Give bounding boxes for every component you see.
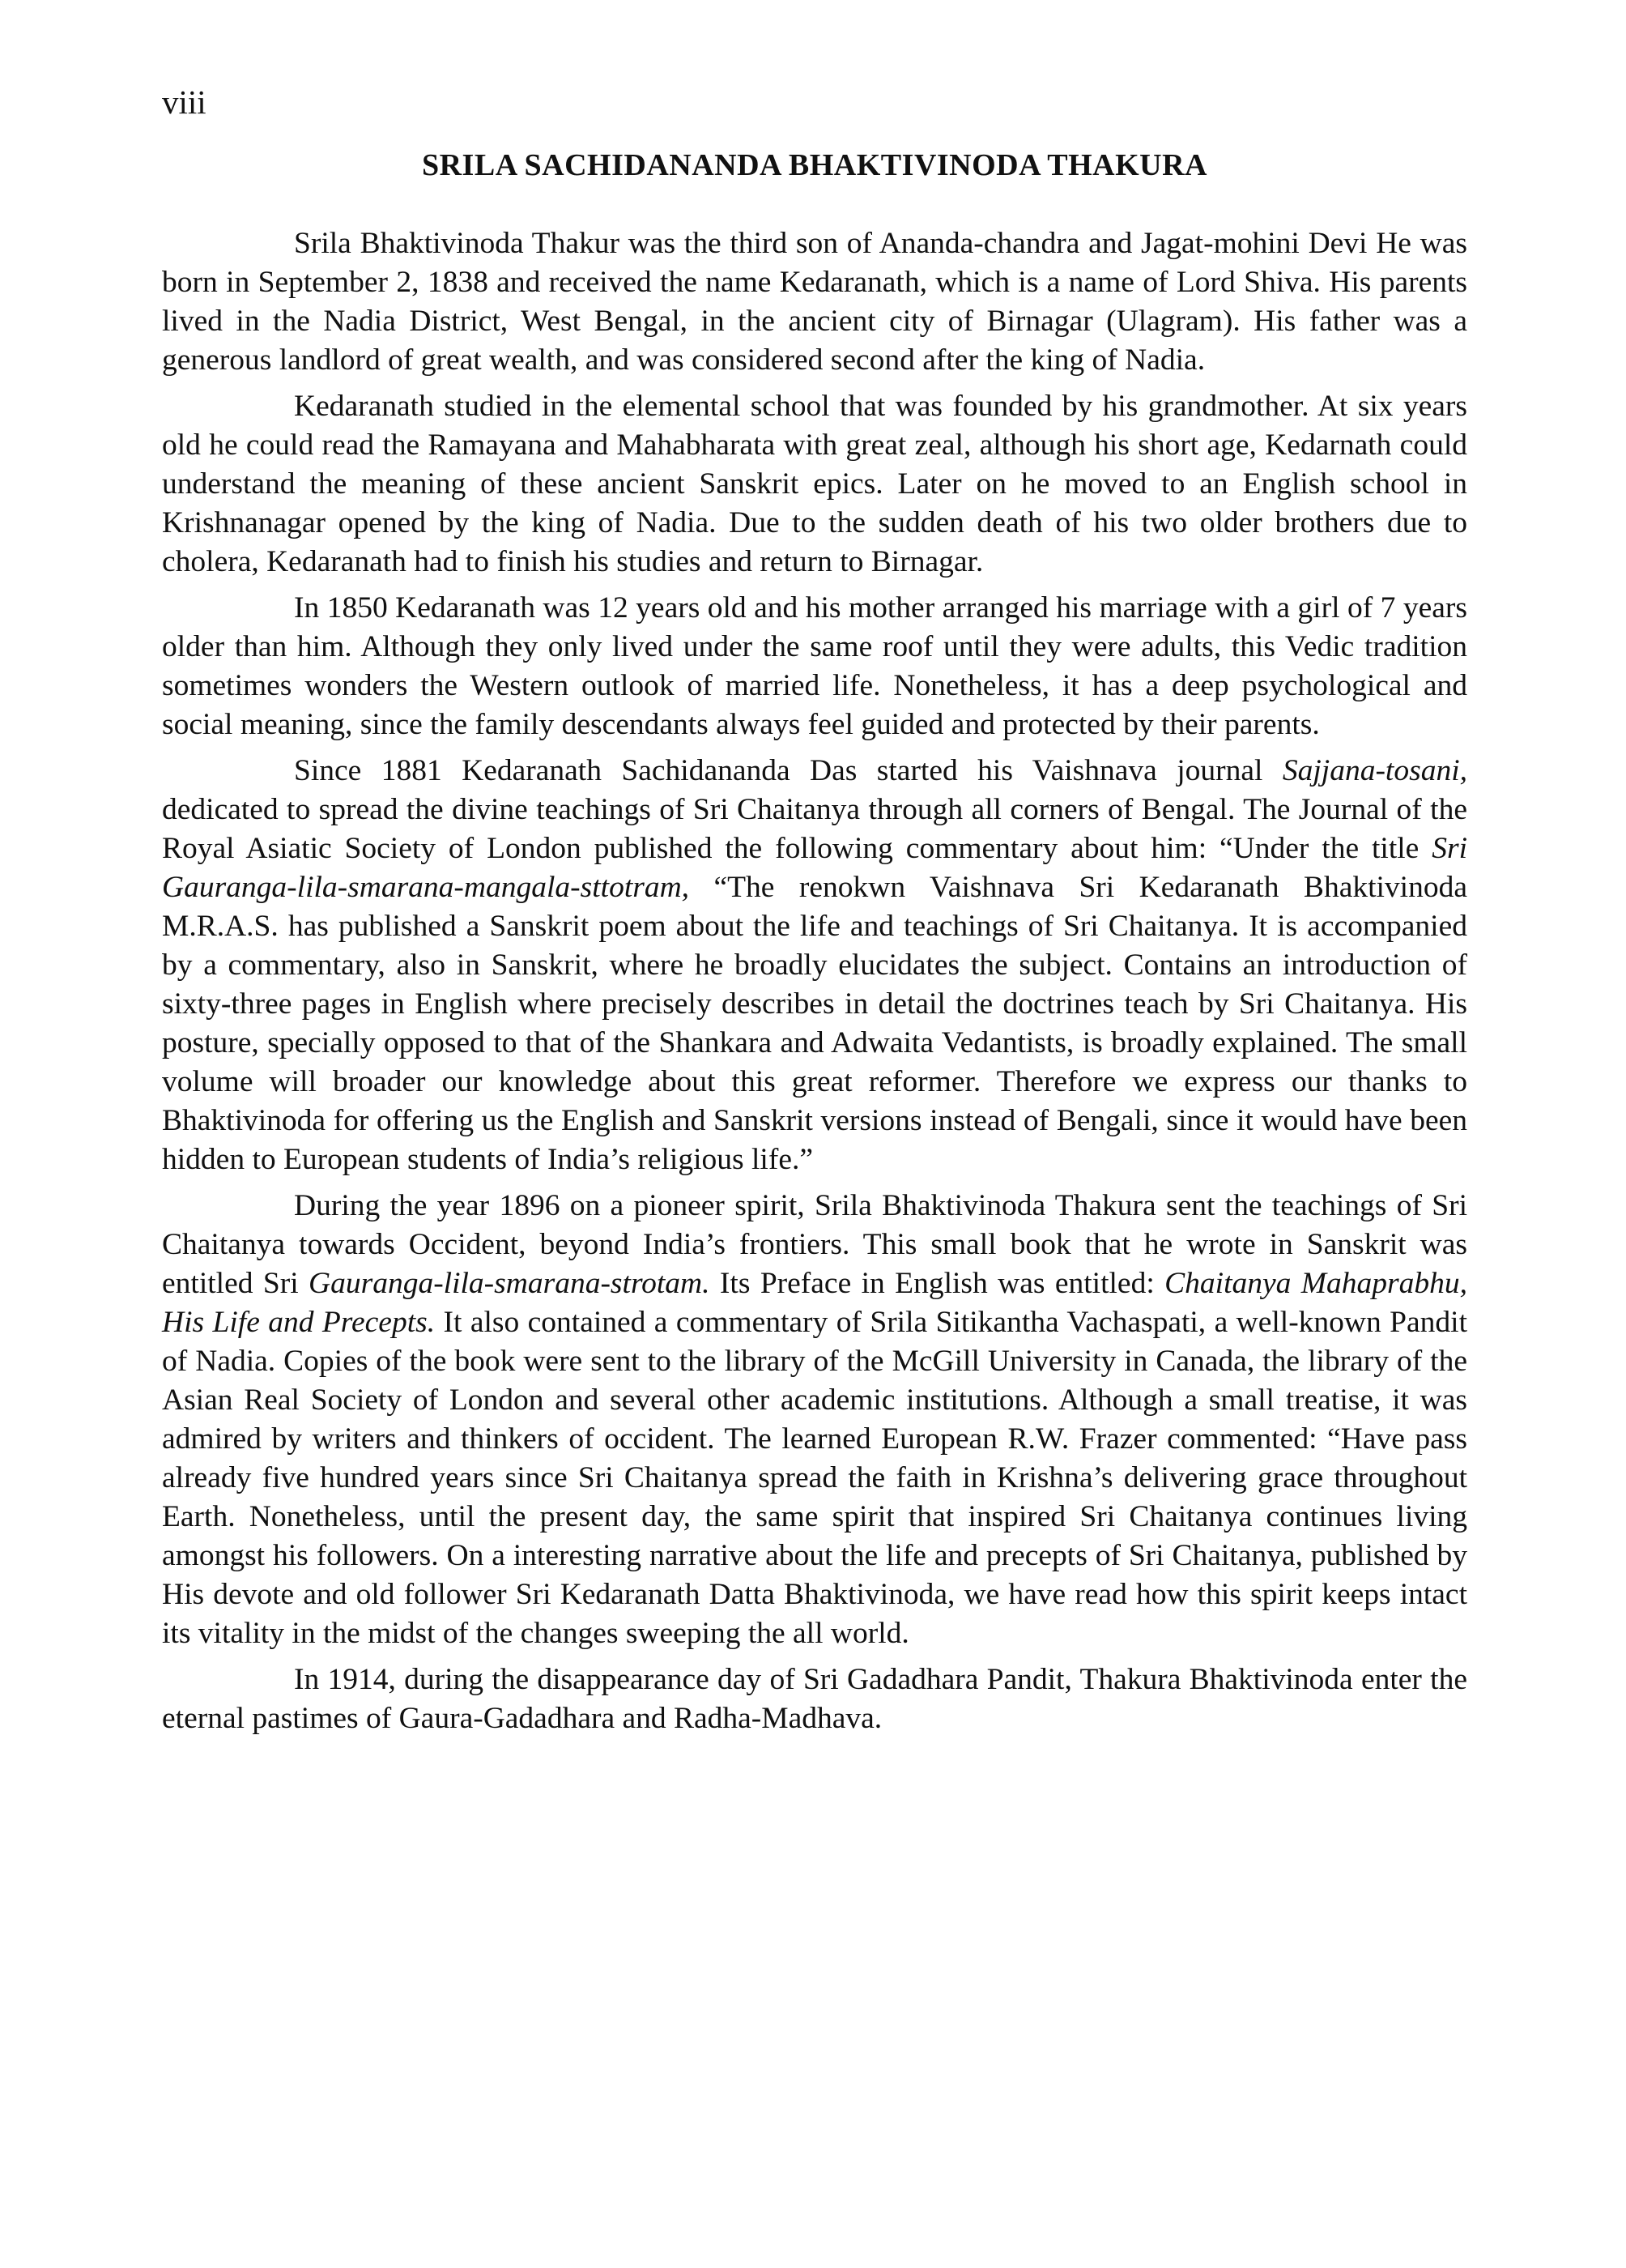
paragraph-birth: Srila Bhaktivinoda Thakur was the third son of Ananda-chandra and Jagat-mohini Devi He was born in September 2, 1838 and received the name Kedaranath, which is a name of Lord Shiva. His parents lived in the Nadia District, West Bengal, in the ancient city of Birnagar (Ulagram). His father was a generous landlord of great wealth, and was considered second after the king of Nadia.: [162, 227, 1467, 377]
journal-text-2: dedicated to spread the divine teachings of Sri Chaitanya through all corners of Bengal. The Journal of the Royal Asiatic Society of London published the following commentary about him: “Under the title: [162, 793, 1467, 865]
occident-text-2: Its Preface in English was entitled:: [709, 1267, 1165, 1300]
occident-text-3: It also contained a commentary of Srila Sitikantha Vachaspati, a well-known Pandit of Nadia. Copies of the book were sent to the library of the McGill University in Canada, the library of the Asian Real Society of London and several other academic institutions. Although a small treatise, it was admired by writers and thinkers of occident. The learned European R.W. Frazer commented: “Have pass already five hundred years since Sri Chaitanya spread the faith in Krishna’s delivering grace throughout Earth. Nonetheless, until the present day, the same spirit that inspired Sri Chaitanya continues living amongst his followers. On a interesting narrative about the life and precepts of Sri Chaitanya, published by His devote and old follower Sri Kedaranath Datta Bhaktivinoda, we have read how this spirit keeps intact its vitality in the midst of the changes sweeping the all world.: [162, 1306, 1468, 1650]
body-text: [162, 224, 1467, 1738]
paragraph-journal: [162, 752, 1467, 1179]
journal-title-italic: Sajjana-tosani,: [1282, 754, 1467, 787]
preface-title-italic: Chaitanya Mahaprabhu, His Life and Precepts.: [162, 1267, 1467, 1339]
occident-text-1: During the year 1896 on a pioneer spirit, Srila Bhaktivinoda Thakura sent the teachings of Sri Chaitanya towards Occident, beyond India’s frontiers. This small book that he wrote in Sanskrit was entitled Sri: [162, 1189, 1467, 1300]
poem-title-italic: Sri Gauranga-lila-smarana-mangala-sttotram,: [162, 832, 1467, 904]
paragraph-disappearance: In 1914, during the disappearance day of Sri Gadadhara Pandit, Thakura Bhaktivinoda enter the eternal pastimes of Gaura-Gadadhara and Radha-Madhava.: [162, 1663, 1467, 1735]
paragraph-marriage: In 1850 Kedaranath was 12 years old and his mother arranged his marriage with a girl of 7 years older than him. Although they only lived under the same roof until they were adults, this Vedic tradition sometimes wonders the Western outlook of married life. Nonetheless, it has a deep psychological and social meaning, since the family descendants always feel guided and protected by their parents.: [162, 591, 1467, 741]
journal-text-1: Since 1881 Kedaranath Sachidananda Das started his Vaishnava journal: [294, 754, 1283, 787]
journal-text-3: “The renokwn Vaishnava Sri Kedaranath Bhaktivinoda M.R.A.S. has published a Sanskrit poem about the life and teachings of Sri Chaitanya. It is accompanied by a commentary, also in Sanskrit, where he broadly elucidates the subject. Contains an introduction of sixty-three pages in English where precisely describes in detail the doctrines teach by Sri Chaitanya. His posture, specially opposed to that of the Shankara and Adwaita Vedantists, is broadly explained. The small volume will broader our knowledge about this great reformer. Therefore we express our thanks to Bhaktivinoda for offering us the English and Sanskrit versions instead of Bengali, since it would have been hidden to European students of India’s religious life.”: [162, 871, 1467, 1176]
paragraph-education: Kedaranath studied in the elemental school that was founded by his grandmother. At six years old he could read the Ramayana and Mahabharata with great zeal, although his short age, Kedarnath could understand the meaning of these ancient Sanskrit epics. Later on he moved to an English school in Krishnanagar opened by the king of Nadia. Due to the sudden death of his two older brothers due to cholera, Kedaranath had to finish his studies and return to Birnagar.: [162, 390, 1467, 578]
page-number: viii: [162, 83, 206, 121]
chapter-title: SRILA SACHIDANANDA BHAKTIVINODA THAKURA: [421, 148, 1208, 182]
book-title-italic: Gauranga-lila-smarana-strotam.: [309, 1267, 710, 1300]
paragraph-occident: [162, 1187, 1467, 1653]
